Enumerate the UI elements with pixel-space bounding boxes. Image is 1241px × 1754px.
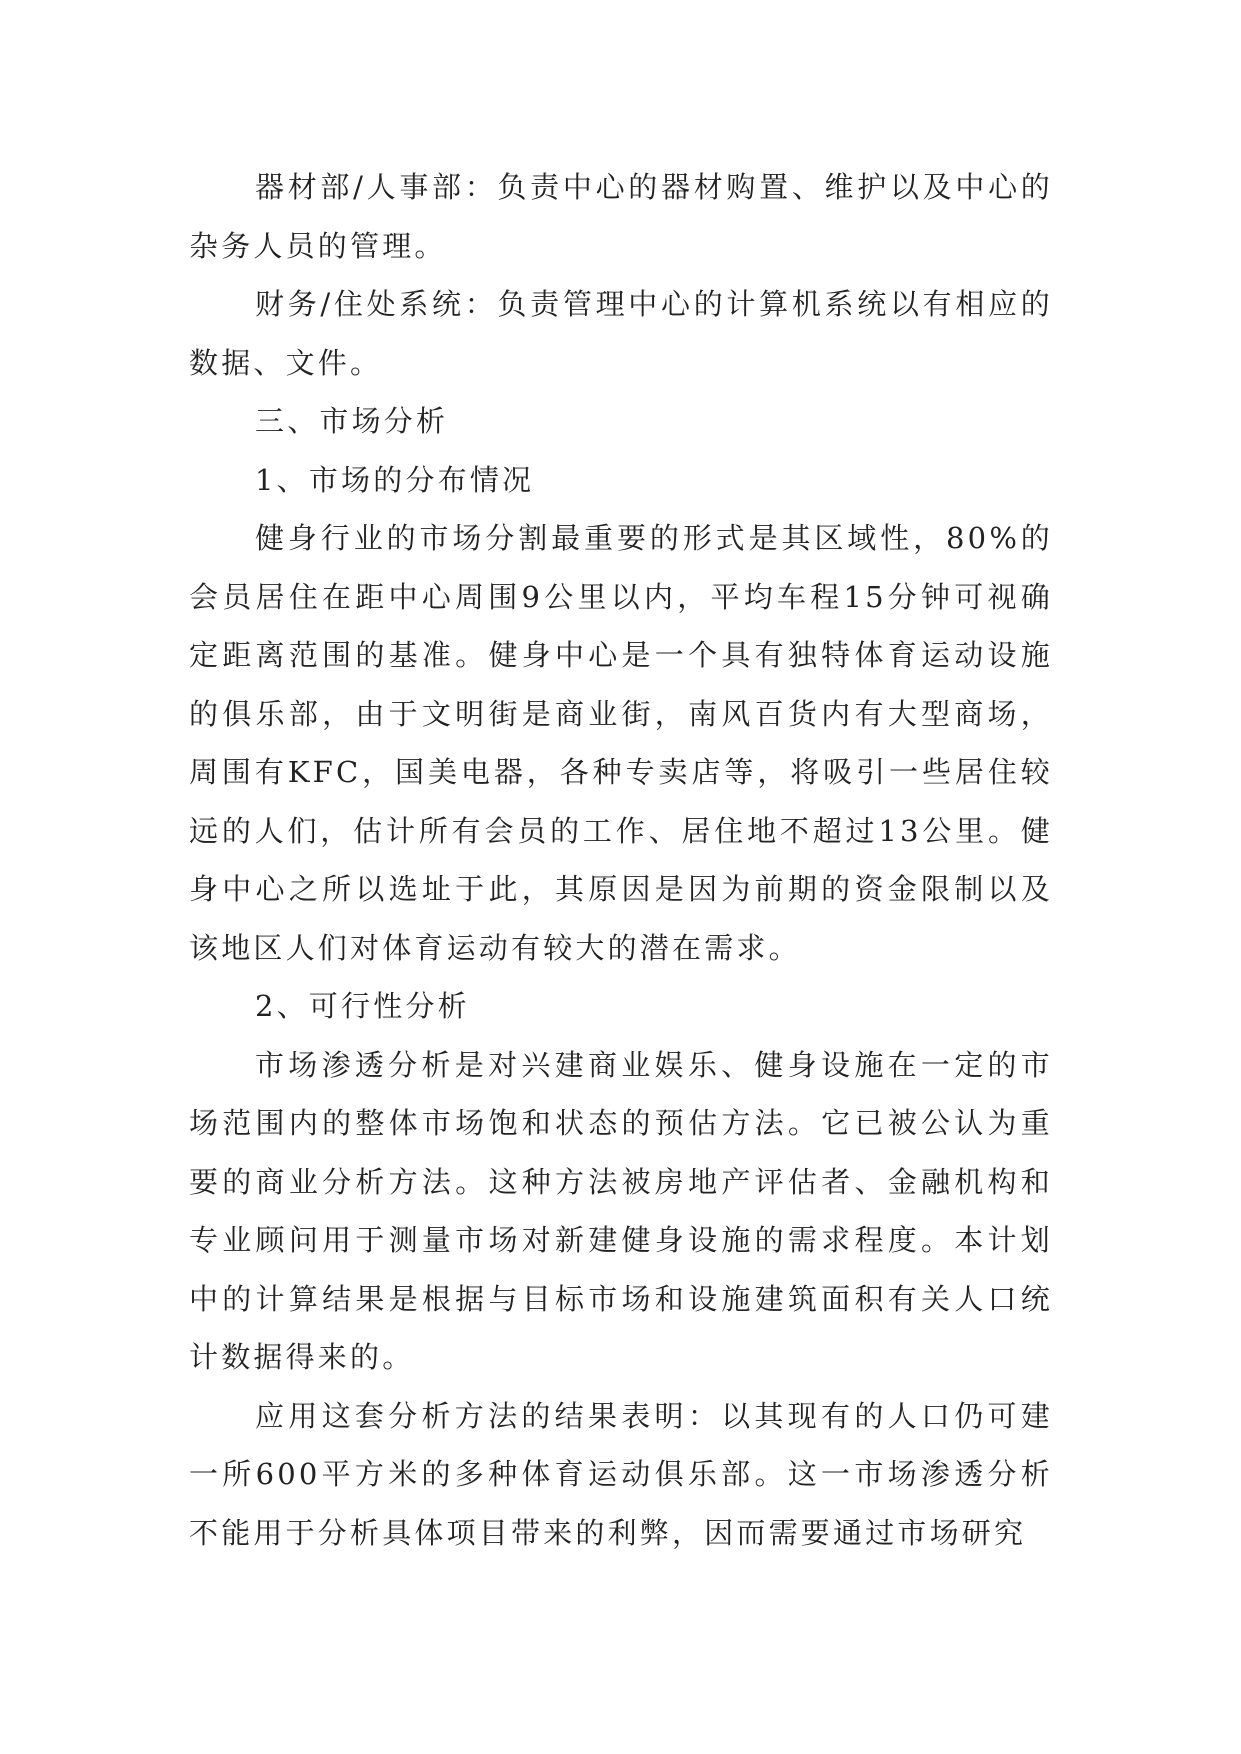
document-page bbox=[189, 158, 1053, 1562]
paragraph-market-distribution: 健身行业的市场分割最重要的形式是其区域性，80%的会员居住在距中心周围9公里以内，平均车程15分钟可视确定距离范围的基准。健身中心是一个具有独特体育运动设施的俱乐部，由于文明街是商业街，南风百货内有大型商场，周围有KFC，国美电器，各种专卖店等，将吸引一些居住较远的人们，估计所有会员的工作、居住地不超过13公里。健身中心之所以选址于此，其原因是因为前期的资金限制以及该地区人们对体育运动有较大的潜在需求。 bbox=[189, 521, 1053, 965]
subheading-feasibility-analysis: 2、可行性分析 bbox=[255, 989, 470, 1023]
paragraph-equipment-hr-dept: 器材部/人事部：负责中心的器材购置、维护以及中心的杂务人员的管理。 bbox=[189, 170, 1053, 263]
paragraph-analysis-results: 应用这套分析方法的结果表明：以其现有的人口仍可建一所600平方米的多种体育运动俱乐部。这一市场渗透分析不能用于分析具体项目带来的利弊，因而需要通过市场研究 bbox=[189, 1398, 1053, 1550]
section-heading-market-analysis: 三、市场分析 bbox=[255, 404, 449, 438]
subheading-market-distribution: 1、市场的分布情况 bbox=[255, 462, 535, 497]
paragraph-market-penetration: 市场渗透分析是对兴建商业娱乐、健身设施在一定的市场范围内的整体市场饱和状态的预估方法。它已被公认为重要的商业分析方法。这种方法被房地产评估者、金融机构和专业顾问用于测量市场对新建健身设施的需求程度。本计划中的计算结果是根据与目标市场和设施建筑面积有关人口统计数据得来的。 bbox=[189, 1047, 1053, 1374]
paragraph-finance-info-system: 财务/住处系统：负责管理中心的计算机系统以有相应的数据、文件。 bbox=[189, 287, 1053, 380]
